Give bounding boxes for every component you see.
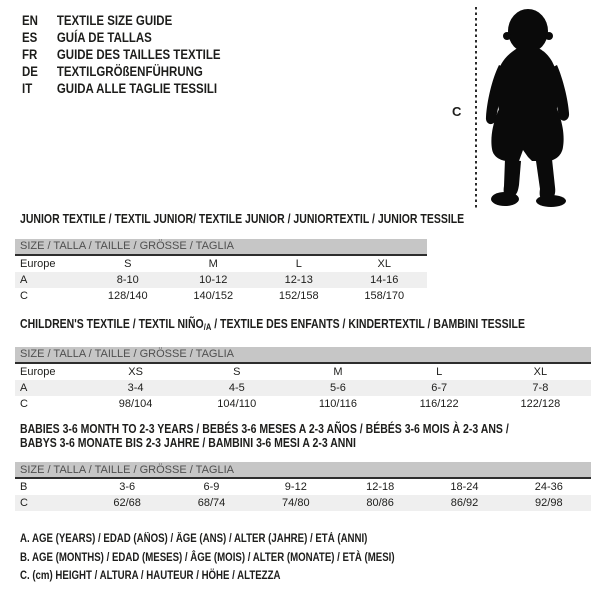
size-cell: M — [333, 365, 343, 378]
size-cell: 74/80 — [282, 497, 310, 509]
size-cell: 122/128 — [520, 397, 561, 410]
row-label: A — [20, 381, 28, 394]
language-label: GUIDE DES TAILLES TEXTILE — [56, 47, 221, 62]
size-cell: 10-12 — [199, 273, 228, 286]
size-cell: 14-16 — [370, 273, 399, 286]
language-label: TEXTILE SIZE GUIDE — [56, 13, 173, 28]
size-cell: 4-5 — [228, 381, 245, 394]
size-header-bar: SIZE / TALLA / TAILLE / GRÖSSE / TAGLIA — [15, 347, 591, 363]
language-row — [22, 46, 220, 63]
table-row-a — [15, 272, 427, 288]
table-title-line — [20, 213, 500, 227]
size-cell: 104/110 — [217, 397, 257, 410]
size-cell: 140/152 — [193, 289, 234, 302]
title-segment: / TEXTILE DES ENFANTS / KINDERTEXTIL / BAMBINI TESSILE — [211, 317, 525, 331]
language-label: GUIDA ALLE TAGLIE TESSILI — [56, 81, 218, 96]
table-title-line — [20, 437, 500, 451]
title-segment: BABYS 3-6 MONATE BIS 2-3 JAHRE / BAMBINI 3-6 MESI A 2-3 ANNI — [20, 435, 356, 450]
size-cell: M — [208, 257, 218, 270]
language-label: GUÍA DE TALLAS — [56, 30, 152, 45]
height-dotted-line — [475, 7, 477, 208]
size-cell: L — [436, 365, 443, 378]
language-code: DE — [22, 64, 38, 79]
row-label: Europe — [20, 257, 56, 270]
table-title — [20, 422, 509, 450]
size-cell: 128/140 — [107, 289, 148, 302]
size-cell: 68/74 — [197, 497, 226, 509]
size-table-block — [15, 213, 591, 304]
size-cell: S — [233, 365, 241, 378]
table-row-c — [15, 288, 427, 304]
size-header-bar: SIZE / TALLA / TAILLE / GRÖSSE / TAGLIA — [15, 239, 427, 255]
row-label: B — [20, 481, 28, 493]
size-table — [15, 462, 591, 511]
size-cell: L — [295, 257, 302, 270]
row-label: C — [20, 289, 28, 302]
size-cell: 3-6 — [119, 481, 136, 493]
size-table — [15, 347, 591, 412]
size-cell: 24-36 — [534, 481, 563, 493]
size-cell: 18-24 — [450, 481, 479, 493]
footnote: C. (cm) HEIGHT / ALTURA / HAUTEUR / HÖHE / ALTEZZA — [20, 570, 281, 582]
language-code: IT — [22, 81, 33, 96]
title-segment: /A — [203, 322, 212, 332]
size-cell: 80/86 — [366, 497, 394, 509]
language-row — [22, 12, 220, 29]
height-marker-label: C — [452, 104, 462, 119]
language-code: ES — [22, 30, 38, 45]
size-table-block — [15, 423, 591, 511]
size-cell: XL — [377, 257, 391, 270]
title-segment: BABIES 3-6 MONTH TO 2-3 YEARS / BEBÉS 3-6 MESES A 2-3 AÑOS / BÉBÉS 3-6 MOIS À 2-3 ANS / — [20, 422, 509, 436]
language-row — [22, 80, 220, 97]
table-title — [20, 317, 525, 335]
table-title — [20, 213, 500, 227]
footnote: A. AGE (YEARS) / EDAD (AÑOS) / ÂGE (ANS) / ALTER (JAHRE) / ETÀ (ANNI) — [20, 533, 368, 545]
size-cell: 6-9 — [203, 481, 220, 493]
table-row-europe — [15, 363, 591, 380]
table-row-c — [15, 396, 591, 412]
baby-silhouette-icon — [483, 5, 573, 208]
table-title-line — [20, 422, 509, 437]
size-cell: 3-4 — [127, 381, 144, 394]
size-table-block — [15, 318, 591, 412]
table-row-c — [15, 495, 591, 511]
title-segment: CHILDREN'S TEXTILE / TEXTIL NIÑO — [20, 317, 204, 331]
language-code: EN — [22, 13, 38, 28]
table-row-europe — [15, 255, 427, 272]
row-label: Europe — [20, 365, 56, 378]
size-cell: 6-7 — [431, 381, 448, 394]
size-cell: 158/170 — [364, 289, 405, 302]
row-label: A — [20, 273, 28, 286]
language-code: FR — [22, 47, 38, 62]
size-cell: 152/158 — [278, 289, 319, 302]
footnotes — [20, 530, 395, 586]
size-cell: 7-8 — [532, 381, 549, 394]
size-cell: 12-13 — [284, 273, 313, 286]
footnote: B. AGE (MONTHS) / EDAD (MESES) / ÂGE (MOIS) / ALTER (MONATE) / ETÀ (MESI) — [20, 551, 395, 564]
size-cell: 98/104 — [118, 397, 153, 410]
size-header-bar: SIZE / TALLA / TAILLE / GRÖSSE / TAGLIA — [15, 462, 591, 478]
size-cell: 9-12 — [284, 481, 307, 493]
size-cell: 12-18 — [366, 481, 395, 493]
size-cell: 62/68 — [113, 497, 141, 509]
size-cell: 5-6 — [330, 381, 346, 394]
size-table — [15, 239, 427, 304]
size-cell: 116/122 — [419, 397, 459, 410]
row-label: C — [20, 497, 28, 509]
table-row-b — [15, 478, 591, 495]
size-cell: 92/98 — [535, 497, 563, 509]
size-cell: XL — [533, 365, 548, 378]
size-cell: 110/116 — [318, 397, 358, 410]
language-list — [22, 12, 220, 97]
size-cell: XS — [128, 365, 143, 378]
size-cell: S — [124, 257, 132, 270]
table-row-a — [15, 380, 591, 396]
title-segment: JUNIOR TEXTILE / TEXTIL JUNIOR/ TEXTILE JUNIOR / JUNIORTEXTIL / JUNIOR TESSILE — [20, 212, 465, 226]
size-cell: 86/92 — [450, 497, 479, 509]
language-label: TEXTILGRÖßENFÜHRUNG — [56, 64, 203, 79]
row-label: C — [20, 397, 28, 410]
table-title-line — [20, 317, 525, 335]
language-row — [22, 29, 220, 46]
size-cell: 8-10 — [116, 273, 139, 286]
language-row — [22, 63, 220, 80]
